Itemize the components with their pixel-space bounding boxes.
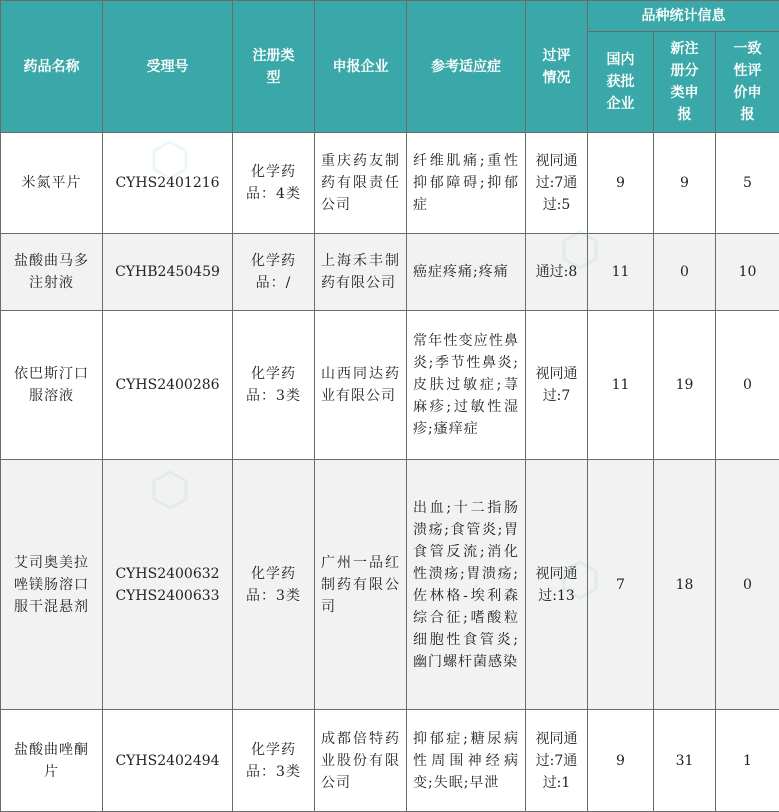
consistency-cell: 10: [716, 234, 779, 311]
accept-no-cell: CYHS2402494: [103, 710, 233, 812]
new-reg-cell: 18: [654, 460, 716, 710]
consistency-cell: 5: [716, 133, 779, 234]
drug-name-cell: 米氮平片: [1, 133, 103, 234]
header-consistency: 一致性评价申报: [716, 32, 779, 133]
new-reg-cell: 0: [654, 234, 716, 311]
domestic-cell: 11: [588, 234, 654, 311]
header-new-reg: 新注册分类申报: [654, 32, 716, 133]
header-company: 申报企业: [315, 1, 407, 133]
drug-name-cell: 依巴斯汀口服溶液: [1, 311, 103, 460]
company-cell: 山西同达药业有限公司: [315, 311, 407, 460]
header-accept-no: 受理号: [103, 1, 233, 133]
domestic-cell: 11: [588, 311, 654, 460]
indication-cell: 抑郁症;糖尿病性周围神经病变;失眠;早泄: [407, 710, 526, 812]
new-reg-cell: 19: [654, 311, 716, 460]
company-cell: 上海禾丰制药有限公司: [315, 234, 407, 311]
review-cell: 视同通过:7: [526, 311, 588, 460]
new-reg-cell: 9: [654, 133, 716, 234]
table-row: [1, 133, 779, 234]
new-reg-cell: 31: [654, 710, 716, 812]
domestic-cell: 7: [588, 460, 654, 710]
review-cell: 视同通过:13: [526, 460, 588, 710]
indication-cell: 癌症疼痛;疼痛: [407, 234, 526, 311]
watermark-icon: [560, 560, 600, 600]
company-cell: 重庆药友制药有限责任公司: [315, 133, 407, 234]
review-cell: 通过:8: [526, 234, 588, 311]
table-row: [1, 460, 779, 710]
header-review: 过评情况: [526, 1, 588, 133]
company-cell: 广州一品红制药有限公司: [315, 460, 407, 710]
header-drug-name: 药品名称: [1, 1, 103, 133]
accept-no-cell: CYHS2400632 CYHS2400633: [103, 460, 233, 710]
header-indication: 参考适应症: [407, 1, 526, 133]
table-row: [1, 234, 779, 311]
reg-type-cell: 化学药品：3类: [233, 710, 315, 812]
watermark-icon: [560, 230, 600, 270]
accept-no-cell: CYHS2400286: [103, 311, 233, 460]
drug-name-cell: 艾司奥美拉唑镁肠溶口服干混悬剂: [1, 460, 103, 710]
reg-type-cell: 化学药品：3类: [233, 311, 315, 460]
drug-name-cell: 盐酸曲唑酮片: [1, 710, 103, 812]
consistency-cell: 0: [716, 311, 779, 460]
review-cell: 视同通过:7通过:1: [526, 710, 588, 812]
domestic-cell: 9: [588, 710, 654, 812]
watermark-icon: [150, 470, 190, 510]
reg-type-cell: 化学药品：/: [233, 234, 315, 311]
company-cell: 成都倍特药业股份有限公司: [315, 710, 407, 812]
consistency-cell: 1: [716, 710, 779, 812]
domestic-cell: 9: [588, 133, 654, 234]
table-row: [1, 710, 779, 812]
indication-cell: 纤维肌痛;重性抑郁障碍;抑郁症: [407, 133, 526, 234]
header-reg-type: 注册类型: [233, 1, 315, 133]
accept-no-cell: CYHB2450459: [103, 234, 233, 311]
indication-cell: 常年性变应性鼻炎;季节性鼻炎;皮肤过敏症;荨麻疹;过敏性湿疹;瘙痒症: [407, 311, 526, 460]
table-row: [1, 311, 779, 460]
header-stats-group: 品种统计信息: [588, 1, 779, 32]
watermark-icon: [150, 140, 190, 180]
indication-cell: 出血;十二指肠溃疡;食管炎;胃食管反流;消化性溃疡;胃溃疡;佐林格-埃利森综合征;嗜酸粒细胞性食管炎;幽门螺杆菌感染: [407, 460, 526, 710]
reg-type-cell: 化学药品：4类: [233, 133, 315, 234]
drug-name-cell: 盐酸曲马多注射液: [1, 234, 103, 311]
consistency-cell: 0: [716, 460, 779, 710]
review-cell: 视同通过:7通过:5: [526, 133, 588, 234]
accept-no-cell: CYHS2401216: [103, 133, 233, 234]
header-domestic: 国内获批企业: [588, 32, 654, 133]
reg-type-cell: 化学药品：3类: [233, 460, 315, 710]
